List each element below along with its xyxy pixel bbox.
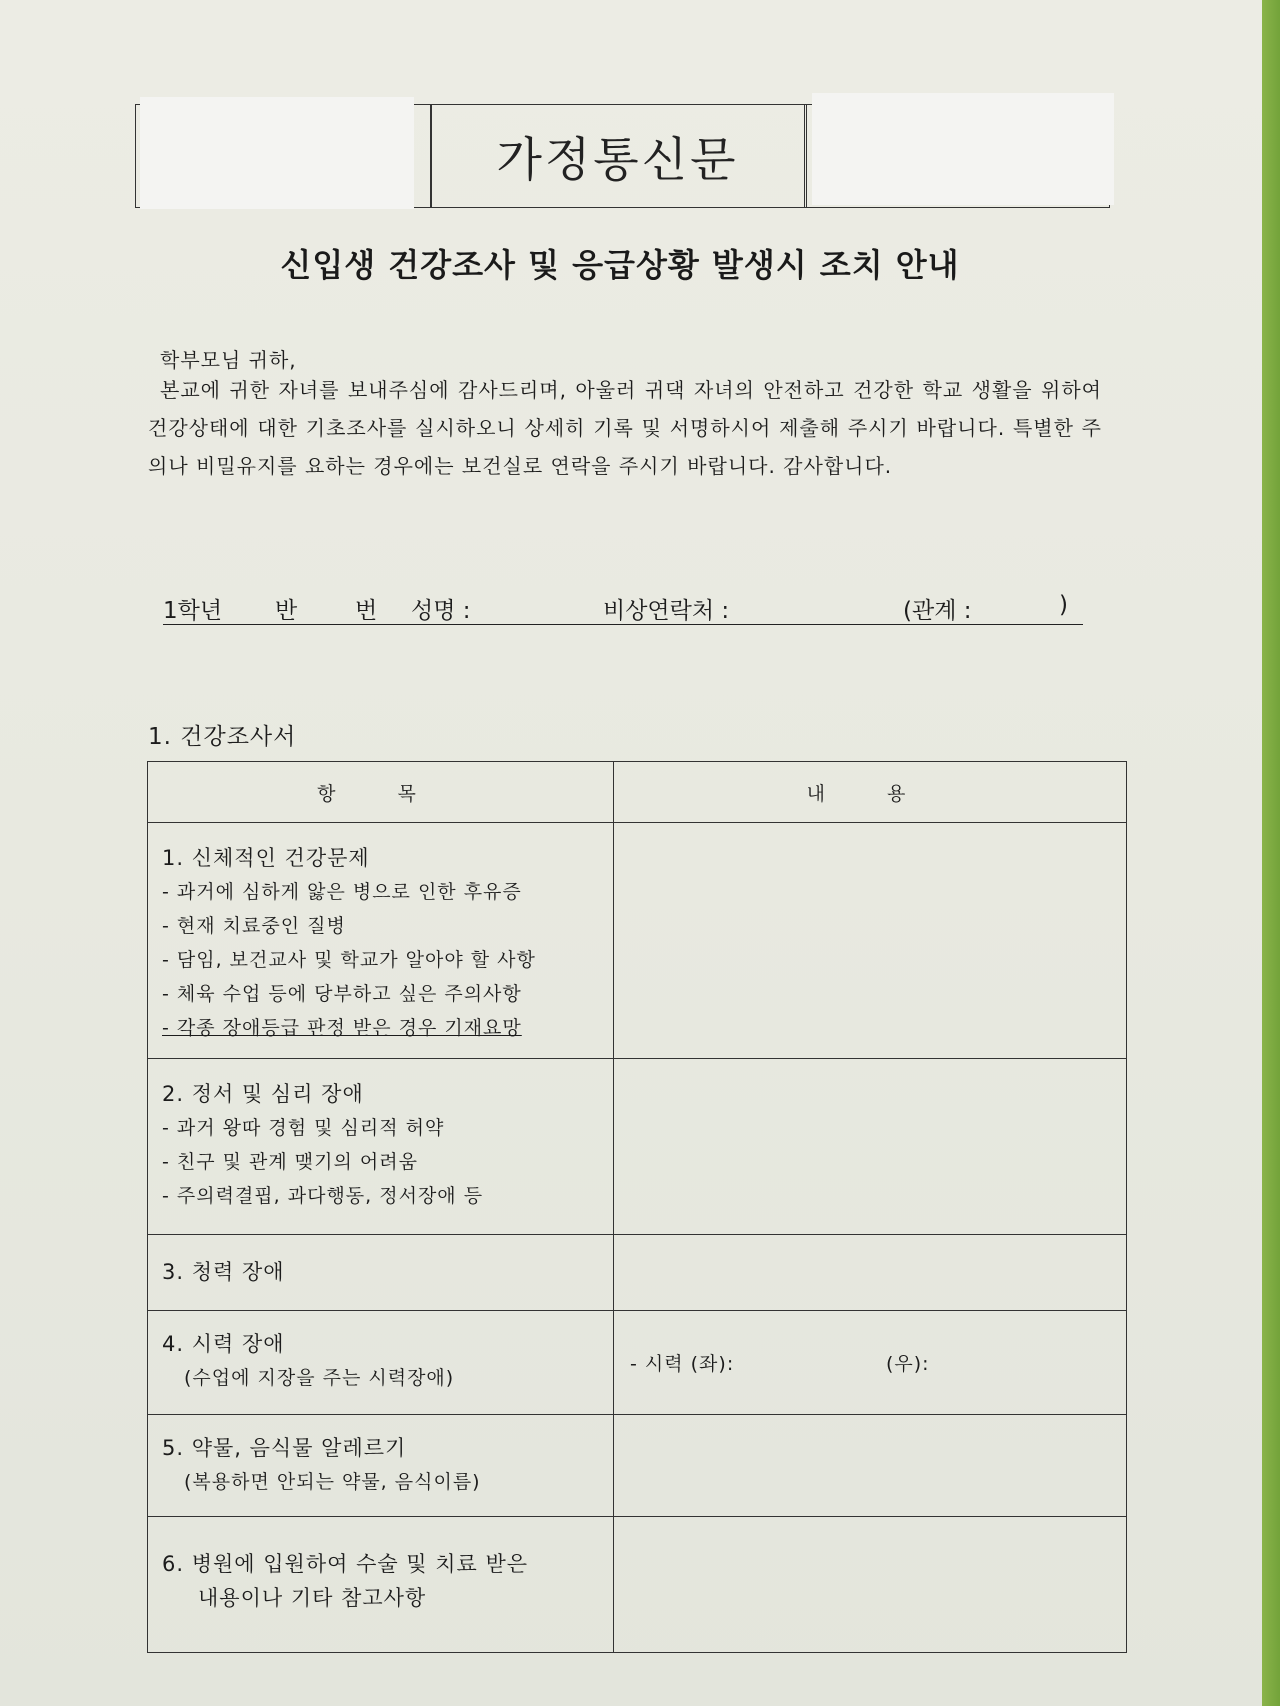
item-sub: - 담임, 보건교사 및 학교가 알아야 할 사항 [162, 949, 536, 971]
emergency-contact-label: 비상연락처 : [603, 598, 730, 624]
item-title-continued: 내용이나 기타 참고사항 [198, 1586, 427, 1610]
item-sub: - 과거에 심하게 앓은 병으로 인한 후유증 [162, 881, 522, 903]
table-row [148, 1059, 1127, 1235]
name-label: 성명 : [411, 598, 471, 624]
redaction-patch [140, 97, 414, 209]
table-row [148, 1517, 1127, 1653]
content-cell-allergy[interactable] [614, 1415, 1127, 1517]
greeting: 학부모님 귀하, [160, 348, 297, 372]
table-header-row [148, 762, 1127, 823]
content-cell-vision[interactable] [614, 1311, 1127, 1415]
grade-label: 1학년 [163, 598, 223, 624]
header-divider [806, 105, 807, 207]
content-cell-emotional[interactable] [614, 1059, 1127, 1235]
item-sub: - 과거 왕따 경험 및 심리적 허약 [162, 1117, 445, 1139]
item-sub: - 주의력결핍, 과다행동, 정서장애 등 [162, 1185, 484, 1207]
item-note: (수업에 지장을 주는 시력장애) [184, 1367, 455, 1389]
item-title: 1. 신체적인 건강문제 [162, 846, 370, 870]
vision-left-label: - 시력 (좌): [630, 1353, 735, 1375]
class-label: 반 [275, 598, 298, 624]
health-survey-table [147, 761, 1127, 1653]
table-row [148, 823, 1127, 1059]
item-title: 2. 정서 및 심리 장애 [162, 1082, 364, 1106]
item-column-header: 항 목 [148, 762, 614, 823]
item-title: 6. 병원에 입원하여 수술 및 치료 받은 [162, 1552, 529, 1576]
relation-close: ) [1059, 592, 1068, 618]
background-edge [1262, 0, 1280, 1706]
item-sub: - 친구 및 관계 맺기의 어려움 [162, 1151, 418, 1173]
content-cell-hospital[interactable] [614, 1517, 1127, 1653]
table-row [148, 1415, 1127, 1517]
content-column-header: 내 용 [614, 762, 1127, 823]
section-heading: 1. 건강조사서 [148, 724, 297, 750]
item-cell [148, 823, 614, 1059]
content-cell-physical[interactable] [614, 823, 1127, 1059]
number-label: 번 [355, 598, 378, 624]
relation-label: (관계 : [903, 598, 972, 624]
vision-right-label: (우): [886, 1353, 930, 1375]
item-title: 4. 시력 장애 [162, 1332, 285, 1356]
redaction-patch [812, 93, 1114, 205]
item-cell [148, 1415, 614, 1517]
table-row [148, 1235, 1127, 1311]
item-cell [148, 1059, 614, 1235]
item-sub: - 체육 수업 등에 당부하고 싶은 주의사항 [162, 983, 522, 1005]
content-cell-hearing[interactable] [614, 1235, 1127, 1311]
student-info-line [163, 592, 1083, 625]
item-note: (복용하면 안되는 약물, 음식이름) [184, 1471, 481, 1493]
item-title: 3. 청력 장애 [162, 1260, 285, 1284]
newsletter-title: 가정통신문 [496, 132, 739, 188]
item-sub: - 현재 치료중인 질병 [162, 915, 346, 937]
item-cell [148, 1311, 614, 1415]
document-title: 신입생 건강조사 및 응급상황 발생시 조치 안내 [280, 246, 960, 284]
body-paragraph: 본교에 귀한 자녀를 보내주심에 감사드리며, 아울러 귀댁 자녀의 안전하고 건강한 학교 생활을 위하여 건강상태에 대한 기초조사를 실시하오니 상세히 기록 및 서명하시어 제출해 주시기 바랍니다. 특별한 주의나 비밀유지를 요하는 경우에는 보건실로 연락을 주시기 바랍니다. 감사합니다. [148, 378, 1102, 478]
table-row [148, 1311, 1127, 1415]
item-sub: - 각종 장애등급 판정 받은 경우 기재요망 [162, 1017, 522, 1039]
item-cell [148, 1517, 614, 1653]
item-title: 5. 약물, 음식물 알레르기 [162, 1436, 407, 1460]
item-cell [148, 1235, 614, 1311]
